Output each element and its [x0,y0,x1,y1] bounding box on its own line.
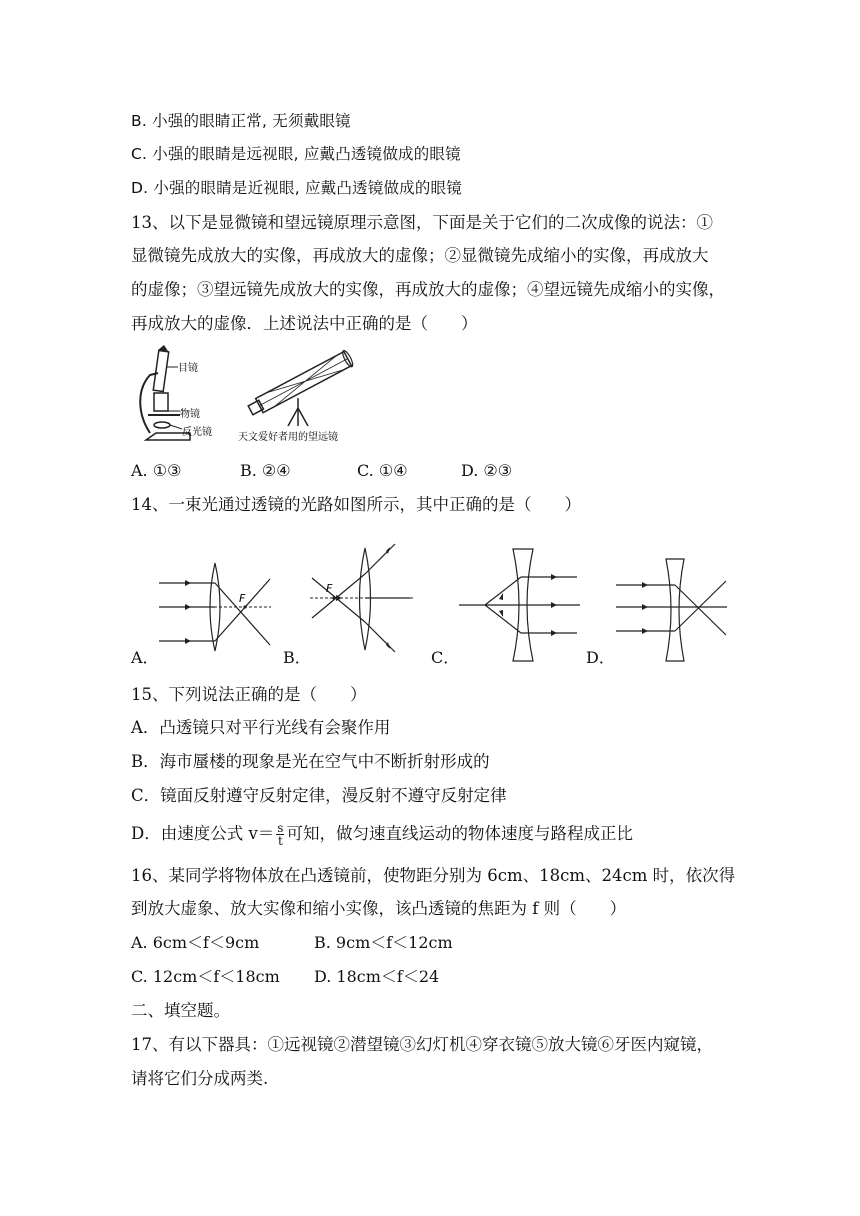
eyepiece-label: 目镜 [178,363,198,374]
q16-stem-line-1: 16、某同学将物体放在凸透镜前，使物距分别为 6cm、18cm、24cm 时，依次得 [131,866,736,885]
mirror-label: 反光镜 [182,427,212,438]
q12-option-c: C. 小强的眼睛是远视眼, 应戴凸透镜做成的眼镜 [131,145,461,163]
q15-option-c: C．镜面反射遵守反射定律，漫反射不遵守反射定律 [131,786,507,805]
q13-option-c: C. ①④ [357,461,408,480]
q14-stem: 14、一束光通过透镜的光路如图所示，其中正确的是（ ） [131,495,581,514]
q14-option-b: B． [283,648,311,667]
section-heading-fill-blank: 二、填空题。 [131,1001,230,1020]
q15-stem: 15、下列说法正确的是（ ） [131,685,367,704]
q13-stem-line-4: 再成放大的虚像．上述说法中正确的是（ ） [131,314,478,333]
q15-option-d [131,822,633,847]
microscope-figure [128,345,233,445]
q13-option-b: B. ②④ [240,461,291,480]
q14-b-focal-label: F [326,582,333,595]
q14-figure-b [310,540,420,660]
q13-option-a: A. ①③ [131,461,182,480]
q16-option-a: A. 6cm＜f＜9cm [131,933,260,952]
q13-stem-line-2: 显微镜先成放大的实像，再成放大的虚像；②显微镜先成缩小的实像，再成放大 [131,246,709,265]
q16-stem-line-2: 到放大虚象、放大实像和缩小实像，该凸透镜的焦距为 f 则（ ） [131,899,627,918]
q12-option-b: B. 小强的眼睛正常, 无须戴眼镜 [131,112,351,130]
q15-option-a: A．凸透镜只对平行光线有会聚作用 [131,718,391,737]
q14-figure-d [612,555,730,665]
q14-option-d: D． [586,648,615,667]
q14-a-focal-label: F [239,592,246,605]
q14-figure-c [455,545,585,665]
q15-d-prefix: D．由速度公式 v＝ [131,824,275,843]
q13-stem-line-1: 13、以下是显微镜和望远镜原理示意图，下面是关于它们的二次成像的说法：① [131,213,713,232]
q16-option-d: D. 18cm＜f＜24 [314,967,440,986]
fraction-denominator: t [277,834,283,848]
q14-option-c: C． [431,648,460,667]
q15-option-b: B．海市蜃楼的现象是光在空气中不断折射形成的 [131,752,490,771]
speed-formula-fraction [276,822,284,847]
telescope-figure [236,350,361,445]
fraction-numerator: s [277,821,284,835]
q16-option-b: B. 9cm＜f＜12cm [314,933,453,952]
q12-option-d: D. 小强的眼睛是近视眼, 应戴凸透镜做成的眼镜 [131,179,462,197]
q16-option-c: C. 12cm＜f＜18cm [131,967,280,986]
q14-figure-a [155,555,275,660]
objective-label: 物镜 [180,409,200,420]
telescope-caption: 天文爱好者用的望远镜 [238,432,338,443]
q15-d-suffix: 可知，做匀速直线运动的物体速度与路程成正比 [286,824,633,843]
q14-option-a: A． [131,648,159,667]
q13-option-d: D. ②③ [461,461,513,480]
q17-stem-line-2: 请将它们分成两类. [131,1069,269,1088]
q17-stem-line-1: 17、有以下器具：①远视镜②潜望镜③幻灯机④穿衣镜⑤放大镜⑥牙医内窥镜， [131,1035,713,1054]
q13-stem-line-3: 的虚像；③望远镜先成放大的实像，再成放大的虚像；④望远镜先成缩小的实像， [131,280,725,299]
